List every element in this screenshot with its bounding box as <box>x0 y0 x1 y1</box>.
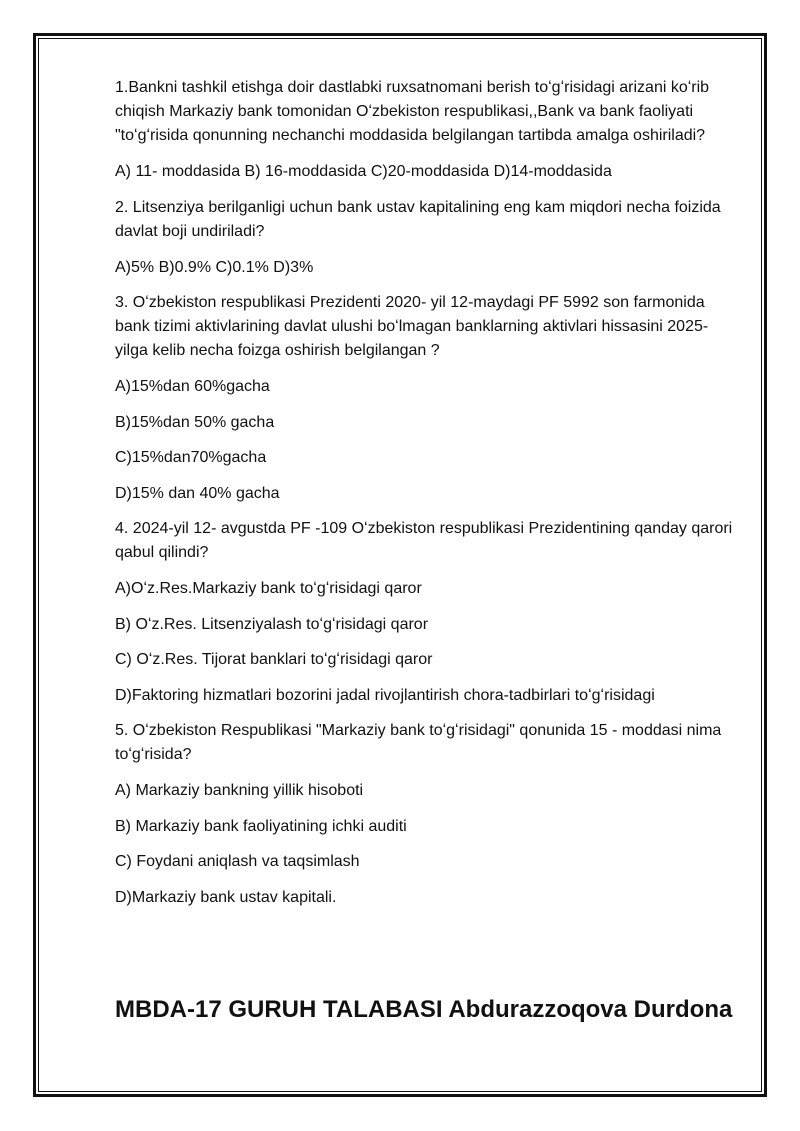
question-text: 4. 2024-yil 12- avgustda PF -109 Oʻzbekiston respublikasi Prezidentining qanday qarori qabul qilindi? <box>115 520 733 561</box>
answer-option: B) Markaziy bank faoliyatining ichki auditi <box>115 817 407 835</box>
document-body <box>115 76 735 921</box>
question-text: 5. Oʻzbekiston Respublikasi "Markaziy bank toʻgʻrisidagi" qonunida 15 - moddasi nima toʻgʻrisida? <box>115 722 722 763</box>
question-text: 2. Litsenziya berilganligi uchun bank ustav kapitalining eng kam miqdori necha foizida davlat boji undiriladi? <box>115 198 721 240</box>
answer-option: A)Oʻz.Res.Markaziy bank toʻgʻrisidagi qaror <box>115 580 422 597</box>
answer-option: D)Markaziy bank ustav kapitali. <box>115 888 337 906</box>
answer-option: A) 11- moddasida B) 16-moddasida C)20-moddasida D)14-moddasida <box>115 163 612 180</box>
answer-option: A)15%dan 60%gacha <box>115 378 270 395</box>
answer-option: D)15% dan 40% gacha <box>115 484 280 502</box>
answer-option: B) Oʻz.Res. Litsenziyalash toʻgʻrisidagi qaror <box>115 615 429 633</box>
student-signature-line: MBDA-17 GURUH TALABASI Abdurazzoqova Durdona <box>115 996 733 1023</box>
answer-option: C)15%dan70%gacha <box>115 449 267 466</box>
question-text: 1.Bankni tashkil etishga doir dastlabki ruxsatnomani berish toʻgʻrisidagi arizani koʻrib chiqish Markaziy bank tomonidan Oʻzbekiston respublikasi,,Bank va bank faoliyati "toʻgʻrisida qonunning nechanchi moddasida belgilangan tartibda amalga oshiriladi? <box>115 79 710 144</box>
answer-option: A)5% B)0.9% C)0.1% D)3% <box>115 258 314 276</box>
answer-option: A) Markaziy bankning yillik hisoboti <box>115 782 364 799</box>
answer-option: D)Faktoring hizmatlari bozorini jadal rivojlantirish chora-tadbirlari toʻgʻrisidagi <box>115 686 655 704</box>
answer-option: B)15%dan 50% gacha <box>115 413 275 431</box>
question-text: 3. Oʻzbekiston respublikasi Prezidenti 2020- yil 12-maydagi PF 5992 son farmonida bank tizimi aktivlarining davlat ulushi boʻlmagan banklarning aktivlari hissasini 2025- yilga kelib necha foizga oshirish belgilangan ? <box>115 294 709 359</box>
answer-option: C) Foydani aniqlash va taqsimlash <box>115 853 360 870</box>
answer-option: C) Oʻz.Res. Tijorat banklari toʻgʻrisidagi qaror <box>115 651 433 668</box>
